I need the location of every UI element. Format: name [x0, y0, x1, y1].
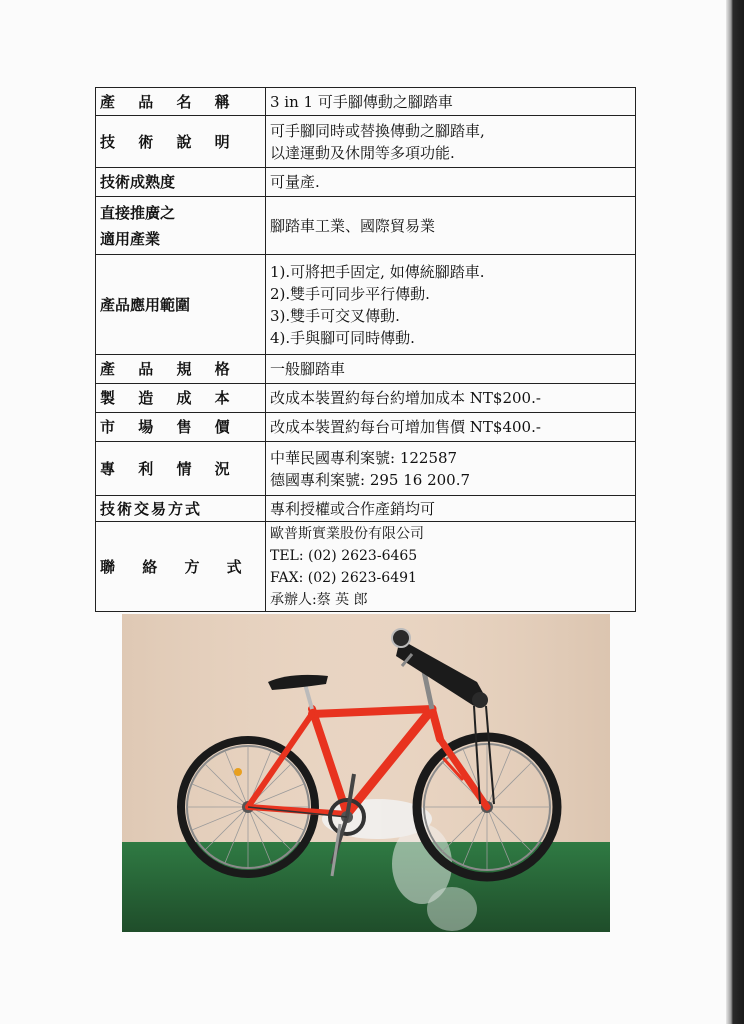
- value-application-scope: 1).可將把手固定, 如傳統腳踏車. 2).雙手可同步平行傳動. 3).雙手可交叉傳動. 4).手與腳可同時傳動.: [266, 255, 636, 355]
- value-product-name: 3 in 1 可手腳傳動之腳踏車: [266, 88, 636, 116]
- label-application-scope: 產品應用範圍: [96, 255, 266, 355]
- spec-table: [95, 87, 636, 612]
- table-row: [96, 496, 636, 522]
- label-product-spec: 產 品 規 格: [96, 355, 266, 384]
- bicycle-illustration: [122, 614, 610, 932]
- label-tech-maturity: 技術成熟度: [96, 168, 266, 197]
- table-row: [96, 522, 636, 612]
- table-row: [96, 197, 636, 255]
- label-tech-description: 技 術 說 明: [96, 116, 266, 168]
- table-row: [96, 168, 636, 197]
- table-row: [96, 255, 636, 355]
- company-name: 歐普斯實業股份有限公司: [270, 525, 424, 542]
- table-row: [96, 116, 636, 168]
- label-trade-method: 技術交易方式: [96, 496, 266, 522]
- table-row: [96, 442, 636, 496]
- value-tech-description: 可手腳同時或替換傳動之腳踏車, 以達運動及休閒等多項功能.: [266, 116, 636, 168]
- label-manufacturing-cost: 製 造 成 本: [96, 384, 266, 413]
- phone-number: TEL: (02) 2623-6465: [270, 547, 418, 564]
- value-product-spec: 一般腳踏車: [266, 355, 636, 384]
- scan-border: [726, 0, 744, 1024]
- table-row: [96, 355, 636, 384]
- value-manufacturing-cost: 改成本裝置約每台約增加成本 NT$200.-: [266, 384, 636, 413]
- value-trade-method: 專利授權或合作產銷均可: [266, 496, 636, 522]
- table-row: [96, 413, 636, 442]
- label-applicable-industry: 直接推廣之 適用產業: [96, 197, 266, 255]
- label-product-name: 產 品 名 稱: [96, 88, 266, 116]
- contact-person: 承辦人:蔡 英 郎: [270, 591, 368, 608]
- value-contact: [266, 522, 636, 612]
- value-tech-maturity: 可量產.: [266, 168, 636, 197]
- label-market-price: 市 場 售 價: [96, 413, 266, 442]
- value-market-price: 改成本裝置約每台可增加售價 NT$400.-: [266, 413, 636, 442]
- label-patent-status: 專 利 情 況: [96, 442, 266, 496]
- table-row: [96, 88, 636, 116]
- value-patent-status: 中華民國專利案號: 122587 德國專利案號: 295 16 200.7: [266, 442, 636, 496]
- table-row: [96, 384, 636, 413]
- value-applicable-industry: 腳踏車工業、國際貿易業: [266, 197, 636, 255]
- bicycle-photo: [122, 614, 610, 932]
- fax-number: FAX: (02) 2623-6491: [270, 569, 417, 586]
- label-contact: 聯 絡 方 式: [96, 522, 266, 612]
